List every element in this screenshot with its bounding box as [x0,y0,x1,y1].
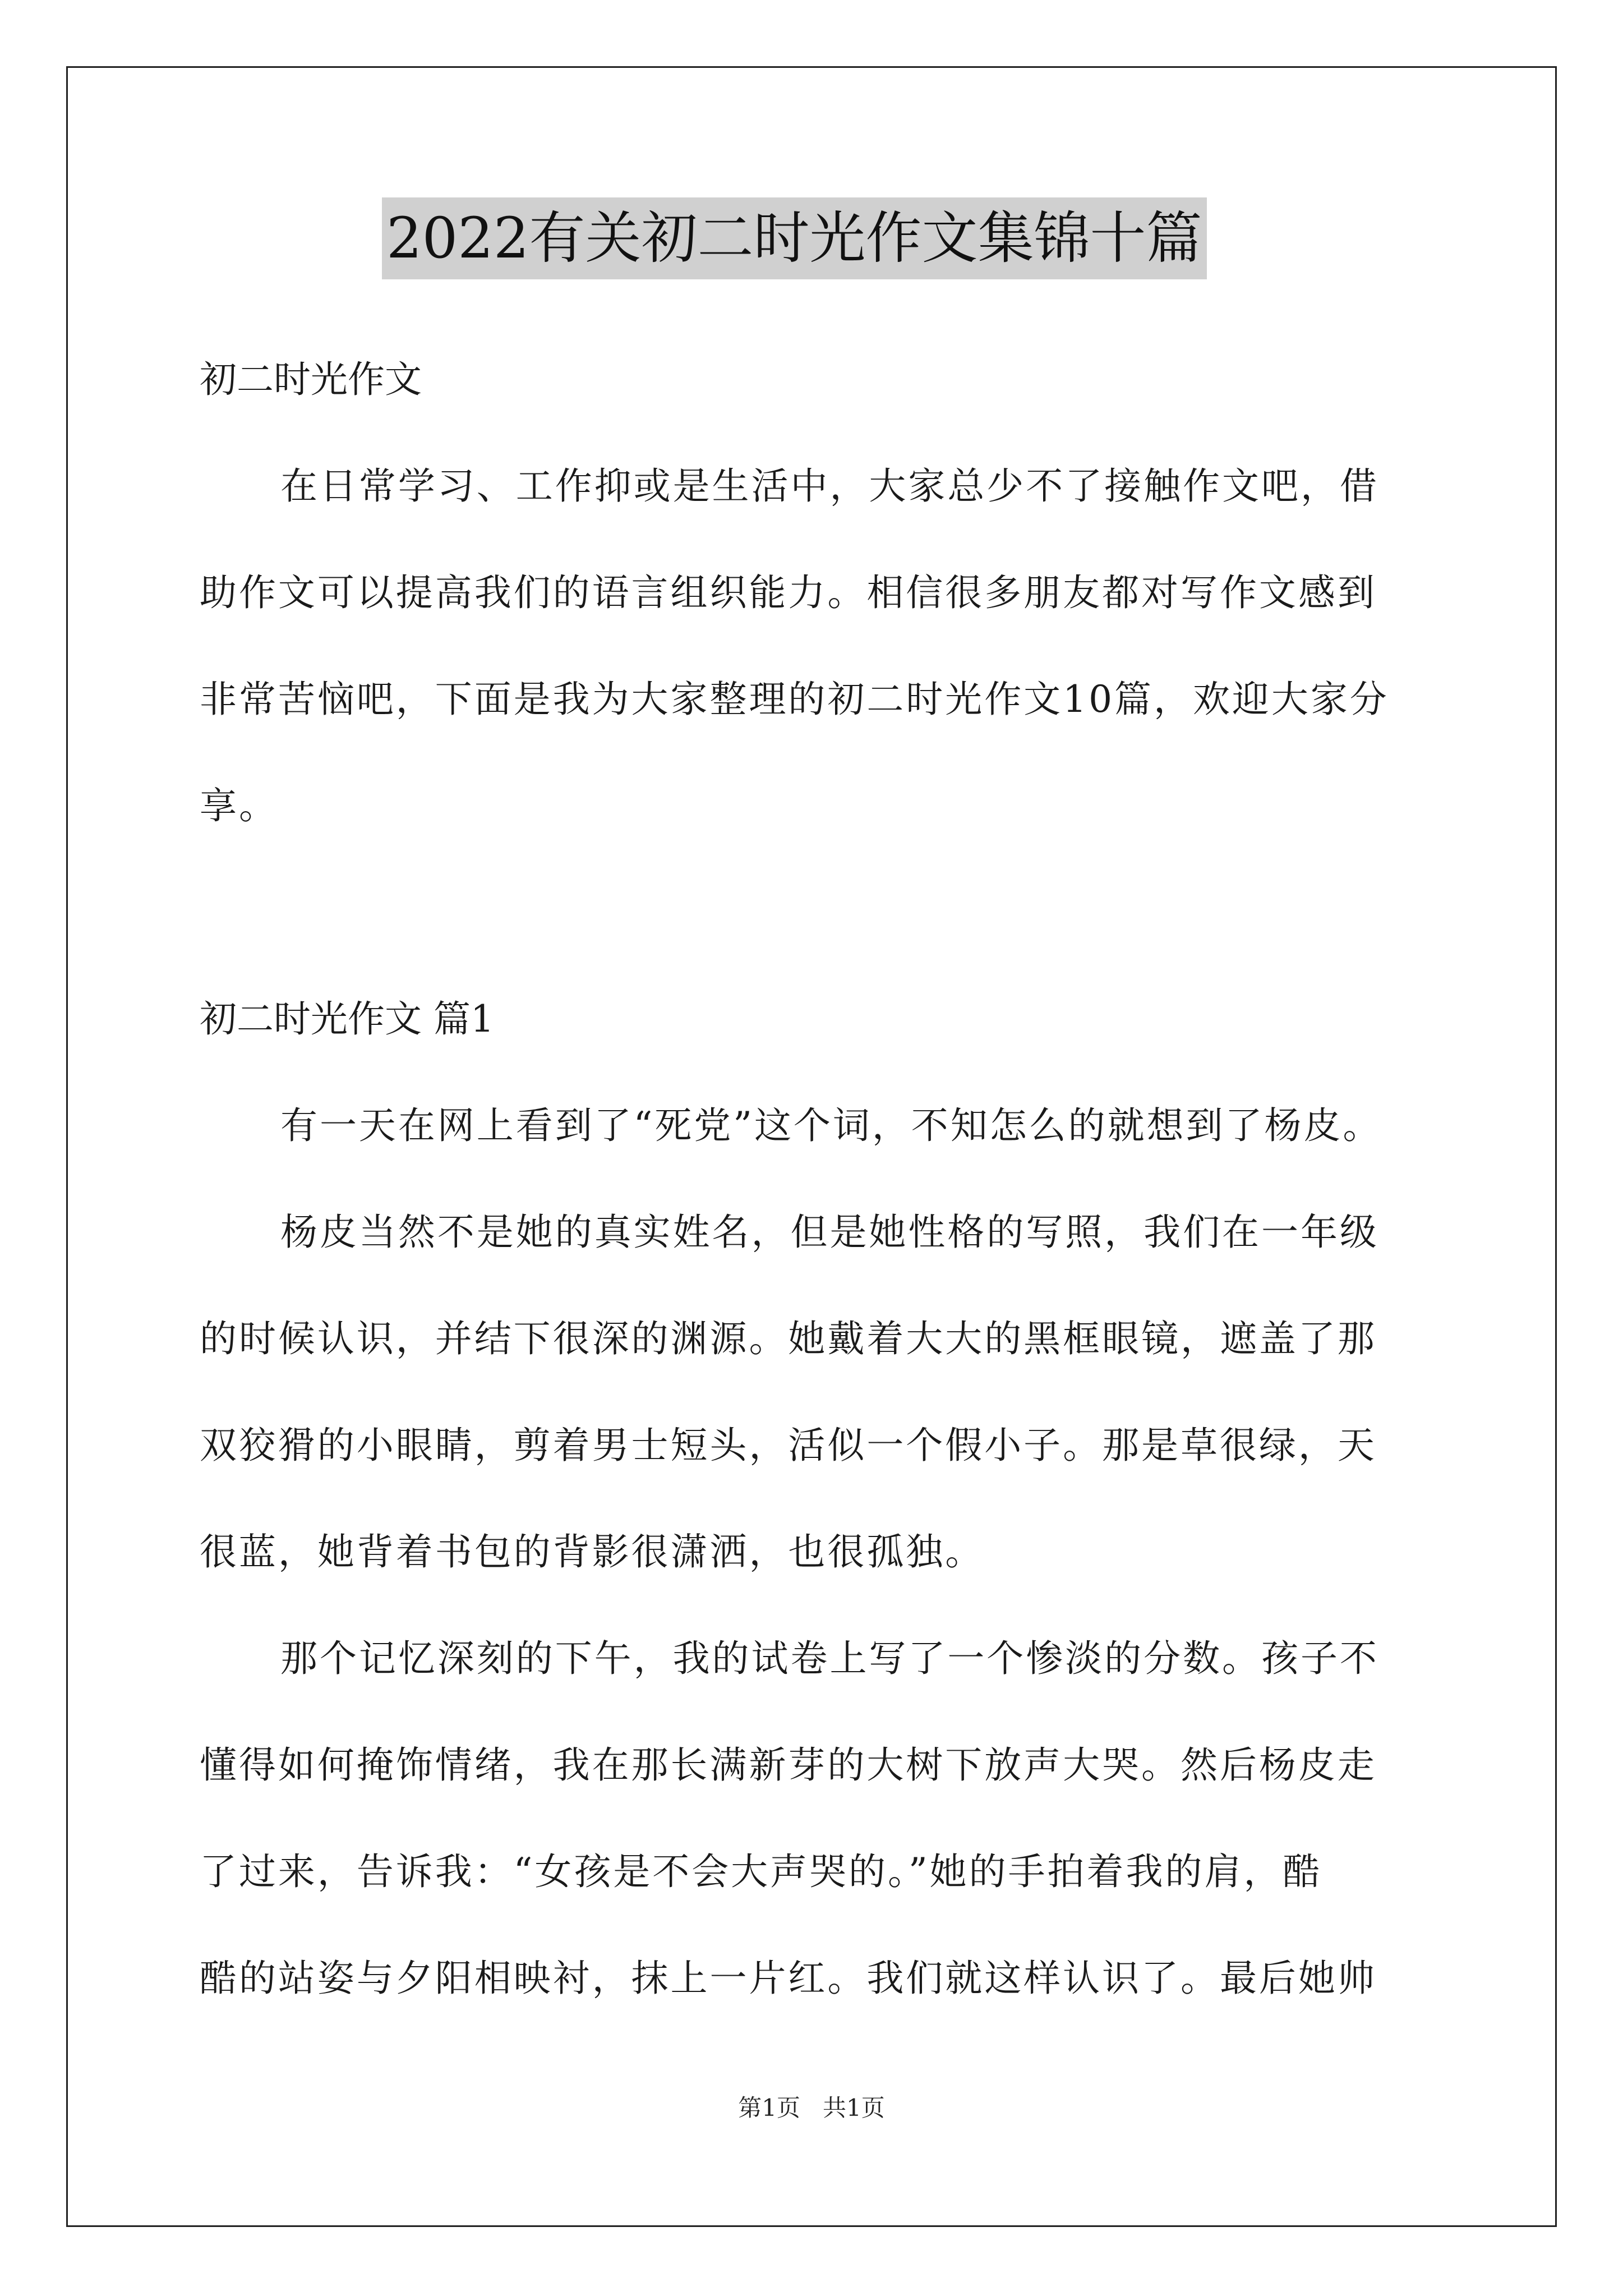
intro-line: 在日常学习、工作抑或是生活中，大家总少不了接触作文吧，借 [280,464,1379,508]
paragraph-line: 酷的站姿与夕阳相映衬，抹上一片红。我们就这样认识了。最后她帅 [200,1957,1377,2000]
article-heading: 初二时光作文 篇1 [200,997,494,1041]
paragraph-line: 很蓝，她背着书包的背影很潇洒，也很孤独。 [200,1530,985,1573]
paragraph-line: 那个记忆深刻的下午，我的试卷上写了一个惨淡的分数。孩子不 [280,1637,1379,1680]
intro-line: 享。 [200,784,278,827]
paragraph-line: 杨皮当然不是她的真实姓名，但是她性格的写照，我们在一年级 [280,1211,1379,1254]
section-heading: 初二时光作文 [200,358,422,401]
intro-line: 助作文可以提高我们的语言组织能力。相信很多朋友都对写作文感到 [200,571,1377,614]
paragraph-line: 有一天在网上看到了“死党”这个词，不知怎么的就想到了杨皮。 [280,1104,1382,1147]
page-footer: 第1页 共1页 [738,2094,885,2122]
paragraph-line: 的时候认识，并结下很深的渊源。她戴着大大的黑框眼镜，遮盖了那 [200,1317,1377,1360]
paragraph-line: 了过来，告诉我：“女孩是不会大声哭的。”她的手拍着我的肩，酷 [200,1850,1322,1893]
paragraph-line: 双狡猾的小眼睛，剪着男士短头，活似一个假小子。那是草很绿，天 [200,1424,1377,1467]
document-title: 2022有关初二时光作文集锦十篇 [382,197,1207,279]
intro-line: 非常苦恼吧，下面是我为大家整理的初二时光作文10篇，欢迎大家分 [200,678,1389,721]
paragraph-line: 懂得如何掩饰情绪，我在那长满新芽的大树下放声大哭。然后杨皮走 [200,1743,1377,1787]
